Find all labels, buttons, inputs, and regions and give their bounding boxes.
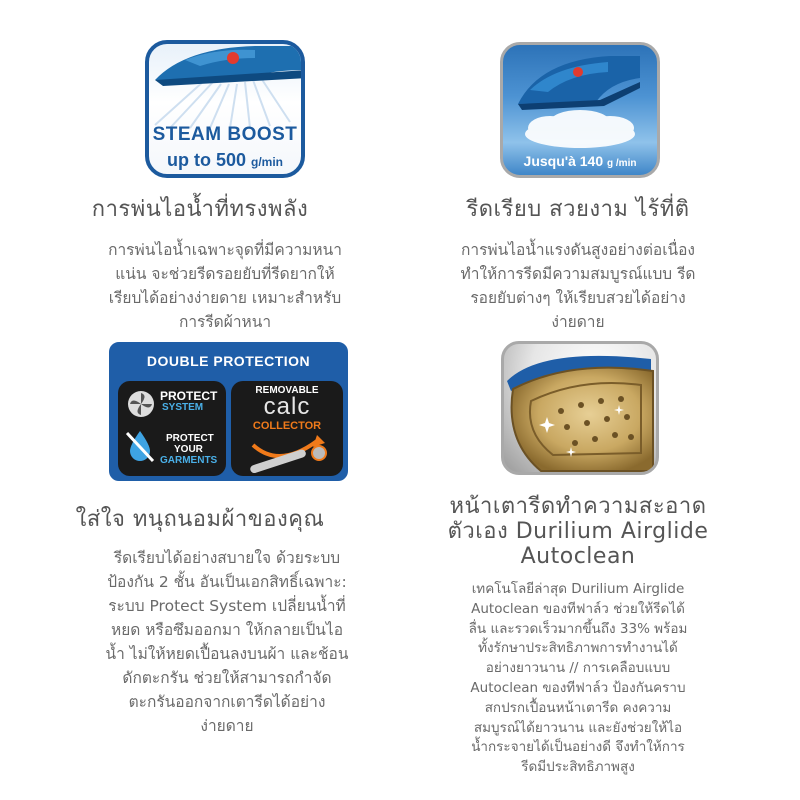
title-line: ตัวเอง Durilium Airglide xyxy=(447,519,709,544)
body-line: การรีดผ้าหนา xyxy=(178,313,272,331)
garments-label-3: GARMENTS xyxy=(160,455,218,466)
feature-title-smooth: รีดเรียบ สวยงาม ไร้ที่ติ xyxy=(466,197,690,222)
protect-system-label-1: PROTECT xyxy=(160,389,218,403)
garments-label-2: YOUR xyxy=(174,444,203,455)
continuous-steam-rate-value: Jusqu'à 140 xyxy=(523,153,604,169)
body-line: น้ำ ไม่ให้หยดเปื้อนลงบนผ้า และช้อน xyxy=(105,645,349,663)
steam-boost-image xyxy=(145,40,305,178)
feature-title-steam: การพ่นไอน้ำที่ทรงพลัง xyxy=(91,197,309,222)
body-line: น้ำกระจายได้เป็นอย่างดี จึงทำให้การ xyxy=(471,739,685,756)
body-line: เทคโนโลยีล่าสุด Durilium Airglide xyxy=(471,581,685,597)
body-line: รีดเรียบได้อย่างสบายใจ ด้วยระบบ xyxy=(113,549,341,567)
body-line: รอยยับต่างๆ ให้เรียบสวยได้อย่าง xyxy=(470,289,686,307)
title-line: หน้าเตารีดทำความสะอาด xyxy=(449,494,707,519)
body-line: การพ่นไอน้ำเฉพาะจุดที่มีความหนา xyxy=(108,241,342,259)
calc-collector-icon xyxy=(239,433,339,473)
feature-title-soleplate xyxy=(378,494,778,569)
body-line: ง่ายดาย xyxy=(200,717,254,735)
body-line: สกปรกเปื้อนหน้าเตารีด คงความ xyxy=(484,699,672,716)
calc-label: calc xyxy=(263,393,311,420)
title-line: Autoclean xyxy=(520,544,636,569)
body-line: ดักตะกรัน ช่วยให้สามารถกำจัด xyxy=(122,669,332,687)
body-line: การพ่นไอน้ำแรงดันสูงอย่างต่อเนื่อง xyxy=(460,241,695,259)
feature-body-smooth xyxy=(378,238,778,334)
feature-title-care: ใส่ใจ ทนุถนอมผ้าของคุณ xyxy=(75,507,325,532)
body-line: ตะกรันออกจากเตารีดได้อย่าง xyxy=(128,693,326,711)
continuous-steam-image xyxy=(500,42,660,178)
double-protection-title: DOUBLE PROTECTION xyxy=(146,353,311,369)
body-line: Autoclean ของทีฟาล์ว ช่วยให้รีดได้ xyxy=(471,600,685,617)
feature-body-steam xyxy=(25,238,425,334)
protect-system-panel xyxy=(118,381,226,476)
body-line: แน่น จะช่วยรีดรอยยับที่รีดยากให้ xyxy=(115,265,335,283)
body-line: ทำให้การรีดมีความสมบูรณ์แบบ รีด xyxy=(460,265,696,283)
soleplate-image xyxy=(501,341,659,475)
steam-iron-icon xyxy=(145,40,305,130)
double-protection-image xyxy=(109,342,348,481)
steam-boost-rate xyxy=(149,150,301,171)
removable-label: REMOVABLE xyxy=(255,385,319,396)
body-line: ป้องกัน 2 ชั้น อันเป็นเอกสิทธิ์เฉพาะ: xyxy=(107,573,347,591)
steam-boost-label: STEAM BOOST xyxy=(152,124,298,145)
garments-label-1: PROTECT xyxy=(166,433,214,444)
body-line: รีดมีประสิทธิภาพสูง xyxy=(521,759,635,776)
soleplate-icon xyxy=(501,341,659,475)
continuous-steam-rate-unit: g /min xyxy=(607,158,637,169)
body-line: สมบูรณ์ได้ยาวนาน และยังช่วยให้ไอ xyxy=(473,719,683,736)
continuous-steam-rate xyxy=(503,153,657,169)
body-line: ลื่น และรวดเร็วมากขึ้นถึง 33% พร้อม xyxy=(468,620,688,637)
no-drip-icon xyxy=(124,429,156,463)
body-line: เรียบได้อย่างง่ายดาย เหมาะสำหรับ xyxy=(108,289,342,307)
body-line: Autoclean ของทีฟาล์ว ป้องกันคราบ xyxy=(470,679,686,696)
feature-body-soleplate xyxy=(378,580,778,778)
steam-boost-rate-unit: g/min xyxy=(251,155,284,169)
body-line: ง่ายดาย xyxy=(551,313,605,331)
body-line: ระบบ Protect System เปลี่ยนน้ำที่ xyxy=(108,597,346,615)
calc-collector-panel xyxy=(231,381,343,476)
protect-system-label-2: SYSTEM xyxy=(162,402,204,413)
body-line: หยด หรือซึมออกมา ให้กลายเป็นไอ xyxy=(110,621,344,639)
feature-body-care xyxy=(27,546,427,738)
steam-boost-rate-value: up to 500 xyxy=(166,150,246,170)
body-line: ทั้งรักษาประสิทธิภาพการทำงานได้ xyxy=(478,640,678,657)
body-line: อย่างยาวนาน // การเคลือบแบบ xyxy=(485,660,671,677)
collector-label: COLLECTOR xyxy=(252,420,322,432)
fan-icon xyxy=(126,389,156,419)
